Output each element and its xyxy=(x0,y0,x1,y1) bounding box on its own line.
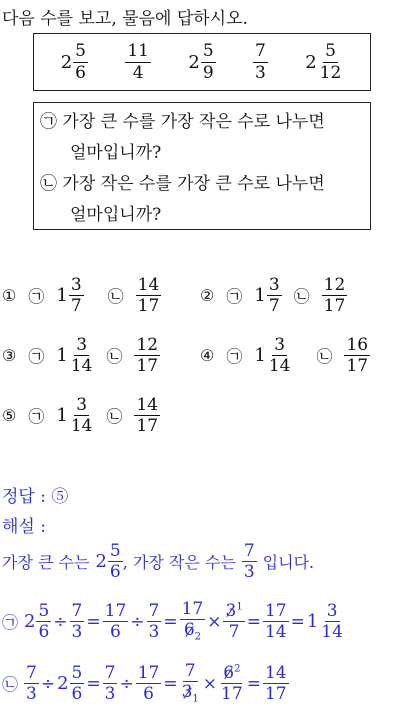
option-2[interactable] xyxy=(200,276,347,316)
marker-a: ㉠ xyxy=(28,347,45,367)
marker-b: ㉡ xyxy=(106,347,123,367)
marker-a: ㉠ xyxy=(2,613,19,633)
numerator: 7 xyxy=(243,541,255,561)
marker-b: ㉡ xyxy=(316,347,333,367)
whole-part: 2 xyxy=(57,673,69,695)
denominator: 3 xyxy=(26,684,37,705)
equals-sign: = xyxy=(86,673,101,694)
whole-part: 2 xyxy=(24,611,36,633)
option-number: ① xyxy=(2,286,17,306)
number-1 xyxy=(61,42,88,82)
denominator: 6 xyxy=(109,562,121,583)
sub-question-a xyxy=(40,107,364,169)
whole-part: 1 xyxy=(56,405,68,427)
sub-question-a-line2: 얼마입니까? xyxy=(70,143,162,163)
whole-part: 1 xyxy=(56,345,68,367)
sub-question-box xyxy=(33,102,371,230)
denominator: 3 xyxy=(148,622,160,643)
answer-line xyxy=(2,482,68,507)
denominator: 14 xyxy=(70,356,93,377)
explanation-label: 해설 : xyxy=(2,517,46,537)
denominator: 3 xyxy=(71,622,83,643)
equals-sign: = xyxy=(163,673,178,694)
answer-label: 정답 : xyxy=(2,487,46,507)
marker-b: ㉡ xyxy=(106,407,123,427)
option-number: ③ xyxy=(2,346,17,366)
calc-line-a xyxy=(2,600,345,644)
numerator: 3 xyxy=(70,275,82,295)
numerator: 7 xyxy=(255,41,266,62)
denominator: 3 xyxy=(255,62,266,83)
numerator: 5 xyxy=(75,41,86,62)
reduced-value: 1 xyxy=(192,693,199,705)
denominator: 6 xyxy=(38,622,50,643)
numerator: 5 xyxy=(202,41,214,62)
option-1[interactable] xyxy=(2,276,161,316)
numerator: 17 xyxy=(181,599,204,619)
number-4 xyxy=(253,42,268,82)
divide-sign: ÷ xyxy=(53,611,68,632)
reduced-value: 2 xyxy=(194,631,202,643)
cancelled-numerator: 3 xyxy=(225,600,237,621)
numerator: 14 xyxy=(137,275,160,295)
option-5[interactable] xyxy=(2,396,160,436)
times-sign: × xyxy=(202,673,218,694)
denominator: 7 xyxy=(268,296,280,317)
denominator: 17 xyxy=(136,416,159,437)
whole-part: 2 xyxy=(188,51,200,73)
numerator: 14 xyxy=(136,395,159,415)
answer-value: ⑤ xyxy=(51,487,69,507)
numerator: 5 xyxy=(109,541,121,561)
marker-a: ㉠ xyxy=(28,287,45,307)
marker-a: ㉠ xyxy=(28,407,45,427)
expl-text: , 가장 작은 수는 xyxy=(122,553,236,573)
denominator: 9 xyxy=(202,62,214,83)
denominator: 6 xyxy=(71,684,83,705)
cancelled-denominator: 3 xyxy=(181,682,193,703)
denominator: 6 xyxy=(143,684,154,705)
numerator: 12 xyxy=(323,275,346,295)
option-number: ④ xyxy=(200,346,215,366)
numerator: 5 xyxy=(38,600,50,621)
option-number: ② xyxy=(200,286,215,306)
numerator: 5 xyxy=(71,662,83,683)
marker-b: ㉡ xyxy=(2,675,19,695)
whole-part: 1 xyxy=(254,285,266,307)
reduced-value: 2 xyxy=(234,663,241,675)
denominator: 17 xyxy=(264,684,287,705)
numerator: 7 xyxy=(26,662,37,683)
numerator: 7 xyxy=(184,661,196,681)
whole-part: 2 xyxy=(95,551,107,573)
divide-sign: ÷ xyxy=(40,673,56,694)
option-3[interactable] xyxy=(2,336,160,376)
sub-question-a-line1: 가장 큰 수를 가장 작은 수로 나누면 xyxy=(62,112,325,132)
denominator: 6 xyxy=(75,62,86,83)
numerator: 7 xyxy=(71,600,83,621)
denominator: 4 xyxy=(132,62,144,83)
numerator: 3 xyxy=(76,335,88,355)
numerator: 3 xyxy=(268,275,280,295)
denominator: 12 xyxy=(319,62,342,83)
numerator: 14 xyxy=(264,662,287,683)
number-5 xyxy=(305,42,343,82)
marker-a: ㉠ xyxy=(226,347,243,367)
explanation-line xyxy=(2,542,314,582)
whole-part: 1 xyxy=(56,285,68,307)
number-box xyxy=(33,33,371,91)
denominator: 17 xyxy=(137,296,160,317)
denominator: 14 xyxy=(264,622,287,643)
cancelled-numerator: 6 xyxy=(223,662,235,683)
sub-question-b-line2: 얼마입니까? xyxy=(70,205,162,225)
whole-part: 1 xyxy=(306,611,319,633)
denominator: 17 xyxy=(136,356,159,377)
numerator: 5 xyxy=(325,41,336,62)
whole-part: 2 xyxy=(60,51,73,73)
question-text: 다음 수를 보고, 물음에 답하시오. xyxy=(2,9,248,29)
numerator: 3 xyxy=(76,395,88,415)
marker-b: ㉡ xyxy=(107,287,124,307)
numerator: 17 xyxy=(137,662,160,683)
equals-sign: = xyxy=(290,611,305,632)
numerator: 11 xyxy=(127,41,149,62)
denominator: 14 xyxy=(321,622,343,643)
number-2 xyxy=(125,42,151,82)
times-sign: × xyxy=(207,611,222,632)
numerator: 7 xyxy=(148,600,160,621)
numerator: 3 xyxy=(326,600,338,621)
calc-line-b xyxy=(2,662,289,706)
numerator: 3 xyxy=(274,335,286,355)
expl-text: 가장 큰 수는 xyxy=(2,553,90,573)
cancelled-denominator: 6 xyxy=(183,620,195,641)
denominator: 7 xyxy=(70,296,82,317)
numerator: 7 xyxy=(104,662,116,683)
sub-question-b xyxy=(40,169,364,231)
equals-sign: = xyxy=(246,673,261,694)
marker-a: ㉠ xyxy=(226,287,243,307)
numerator: 17 xyxy=(264,600,287,621)
sub-question-b-line1: 가장 작은 수를 가장 큰 수로 나누면 xyxy=(62,174,325,194)
reduced-value: 1 xyxy=(236,601,243,613)
numerator: 12 xyxy=(136,335,159,355)
numerator: 16 xyxy=(346,335,369,355)
option-number: ⑤ xyxy=(2,406,17,426)
denominator: 3 xyxy=(243,562,255,583)
denominator: 14 xyxy=(70,416,93,437)
option-4[interactable] xyxy=(200,336,370,376)
equals-sign: = xyxy=(246,611,261,632)
number-3 xyxy=(188,42,215,82)
denominator: 17 xyxy=(221,684,243,705)
equals-sign: = xyxy=(163,611,178,632)
denominator: 14 xyxy=(268,356,291,377)
whole-part: 1 xyxy=(254,345,266,367)
denominator: 17 xyxy=(323,296,346,317)
denominator: 6 xyxy=(110,622,121,643)
divide-sign: ÷ xyxy=(130,611,145,632)
expl-text: 입니다. xyxy=(262,553,315,573)
marker-a: ㉠ xyxy=(40,112,57,132)
marker-b: ㉡ xyxy=(293,287,310,307)
denominator: 7 xyxy=(228,622,240,643)
whole-part: 2 xyxy=(305,51,317,73)
denominator: 17 xyxy=(346,356,369,377)
equals-sign: = xyxy=(86,611,101,632)
marker-b: ㉡ xyxy=(40,174,57,194)
divide-sign: ÷ xyxy=(119,673,134,694)
numerator: 17 xyxy=(104,600,127,621)
denominator: 3 xyxy=(104,684,116,705)
